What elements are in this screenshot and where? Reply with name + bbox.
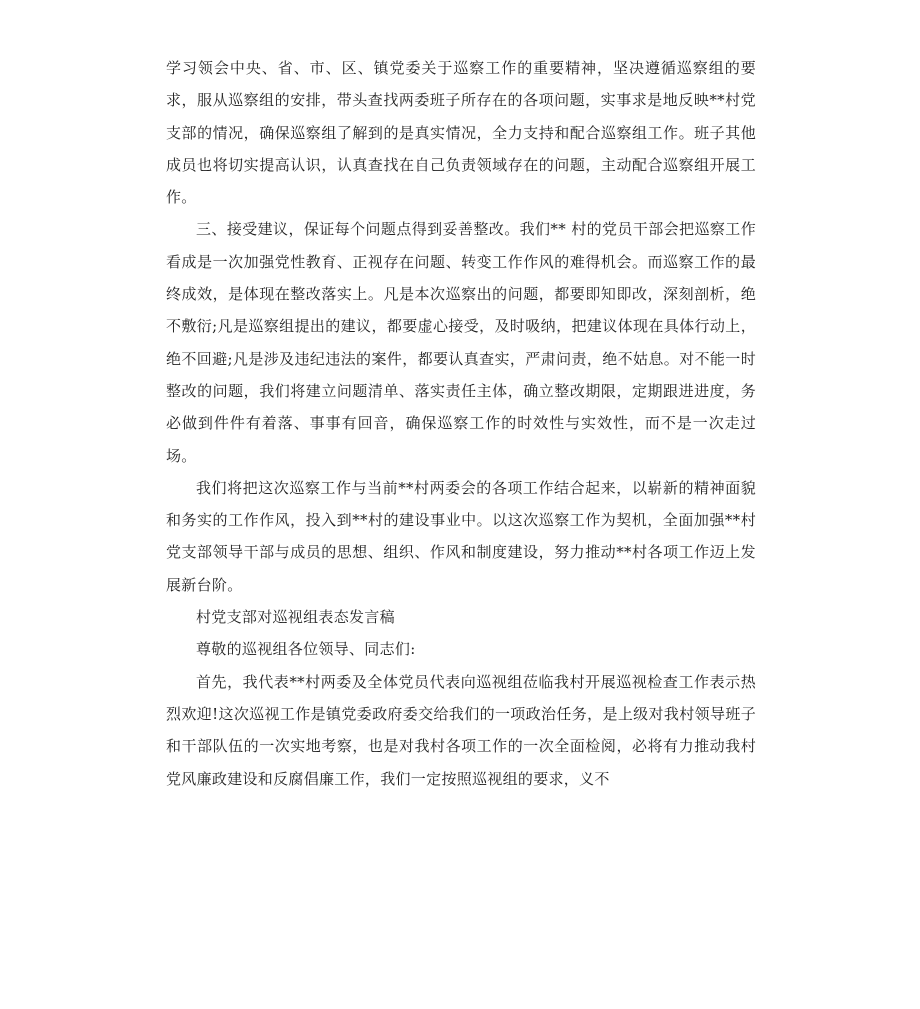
paragraph-continuation: 学习领会中央、省、市、区、镇党委关于巡察工作的重要精神，坚决遵循巡察组的要求，服从巡察组的安排，带头查找两委班子所存在的各项问题，实事求是地反映**村党支部的情况，确保巡察组了解到的是真实情况，全力支持和配合巡察组工作。班子其他成员也将切实提高认识，认真查找在自己负责领域存在的问题，主动配合巡察组开展工作。: [166, 59, 756, 207]
paragraph-opening: 首先，我代表**村两委及全体党员代表向巡视组莅临我村开展巡视检查工作表示热烈欢迎!这次巡视工作是镇党委政府委交给我们的一项政治任务，是上级对我村领导班子和干部队伍的一次实地考察，也是对我村各项工作的一次全面检阅，必将有力推动我村党风廉政建设和反腐倡廉工作，我们一定按照巡视组的要求，义不: [166, 672, 756, 788]
paragraph-section-three: 三、接受建议，保证每个问题点得到妥善整改。我们** 村的党员干部会把巡察工作看成是一次加强党性教育、正视存在问题、转变工作作风的难得机会。而巡察工作的最终成效，是体现在整改落实上。凡是本次巡察出的问题，都要即知即改，深刻剖析，绝不敷衍;凡是巡察组提出的建议，都要虚心接受，及时吸纳，把建议体现在具体行动上，绝不回避;凡是涉及违纪违法的案件，都要认真查实，严肃问责，绝不姑息。对不能一时整改的问题，我们将建立问题清单、落实责任主体，确立整改期限，定期跟进进度，务必做到件件有着落、事事有回音，确保巡察工作的时效性与实效性，而不是一次走过场。: [166, 220, 756, 465]
speech-title: 村党支部对巡视组表态发言稿: [196, 608, 395, 627]
salutation: 尊敬的巡视组各位领导、同志们:: [196, 640, 416, 659]
paragraph-closing: 我们将把这次巡察工作与当前**村两委会的各项工作结合起来，以崭新的精神面貌和务实的工作作风，投入到**村的建设事业中。以这次巡察工作为契机，全面加强**村党支部领导干部与成员的思想、组织、作风和制度建设，努力推动**村各项工作迈上发展新台阶。: [166, 478, 756, 594]
document-body: [166, 52, 756, 795]
